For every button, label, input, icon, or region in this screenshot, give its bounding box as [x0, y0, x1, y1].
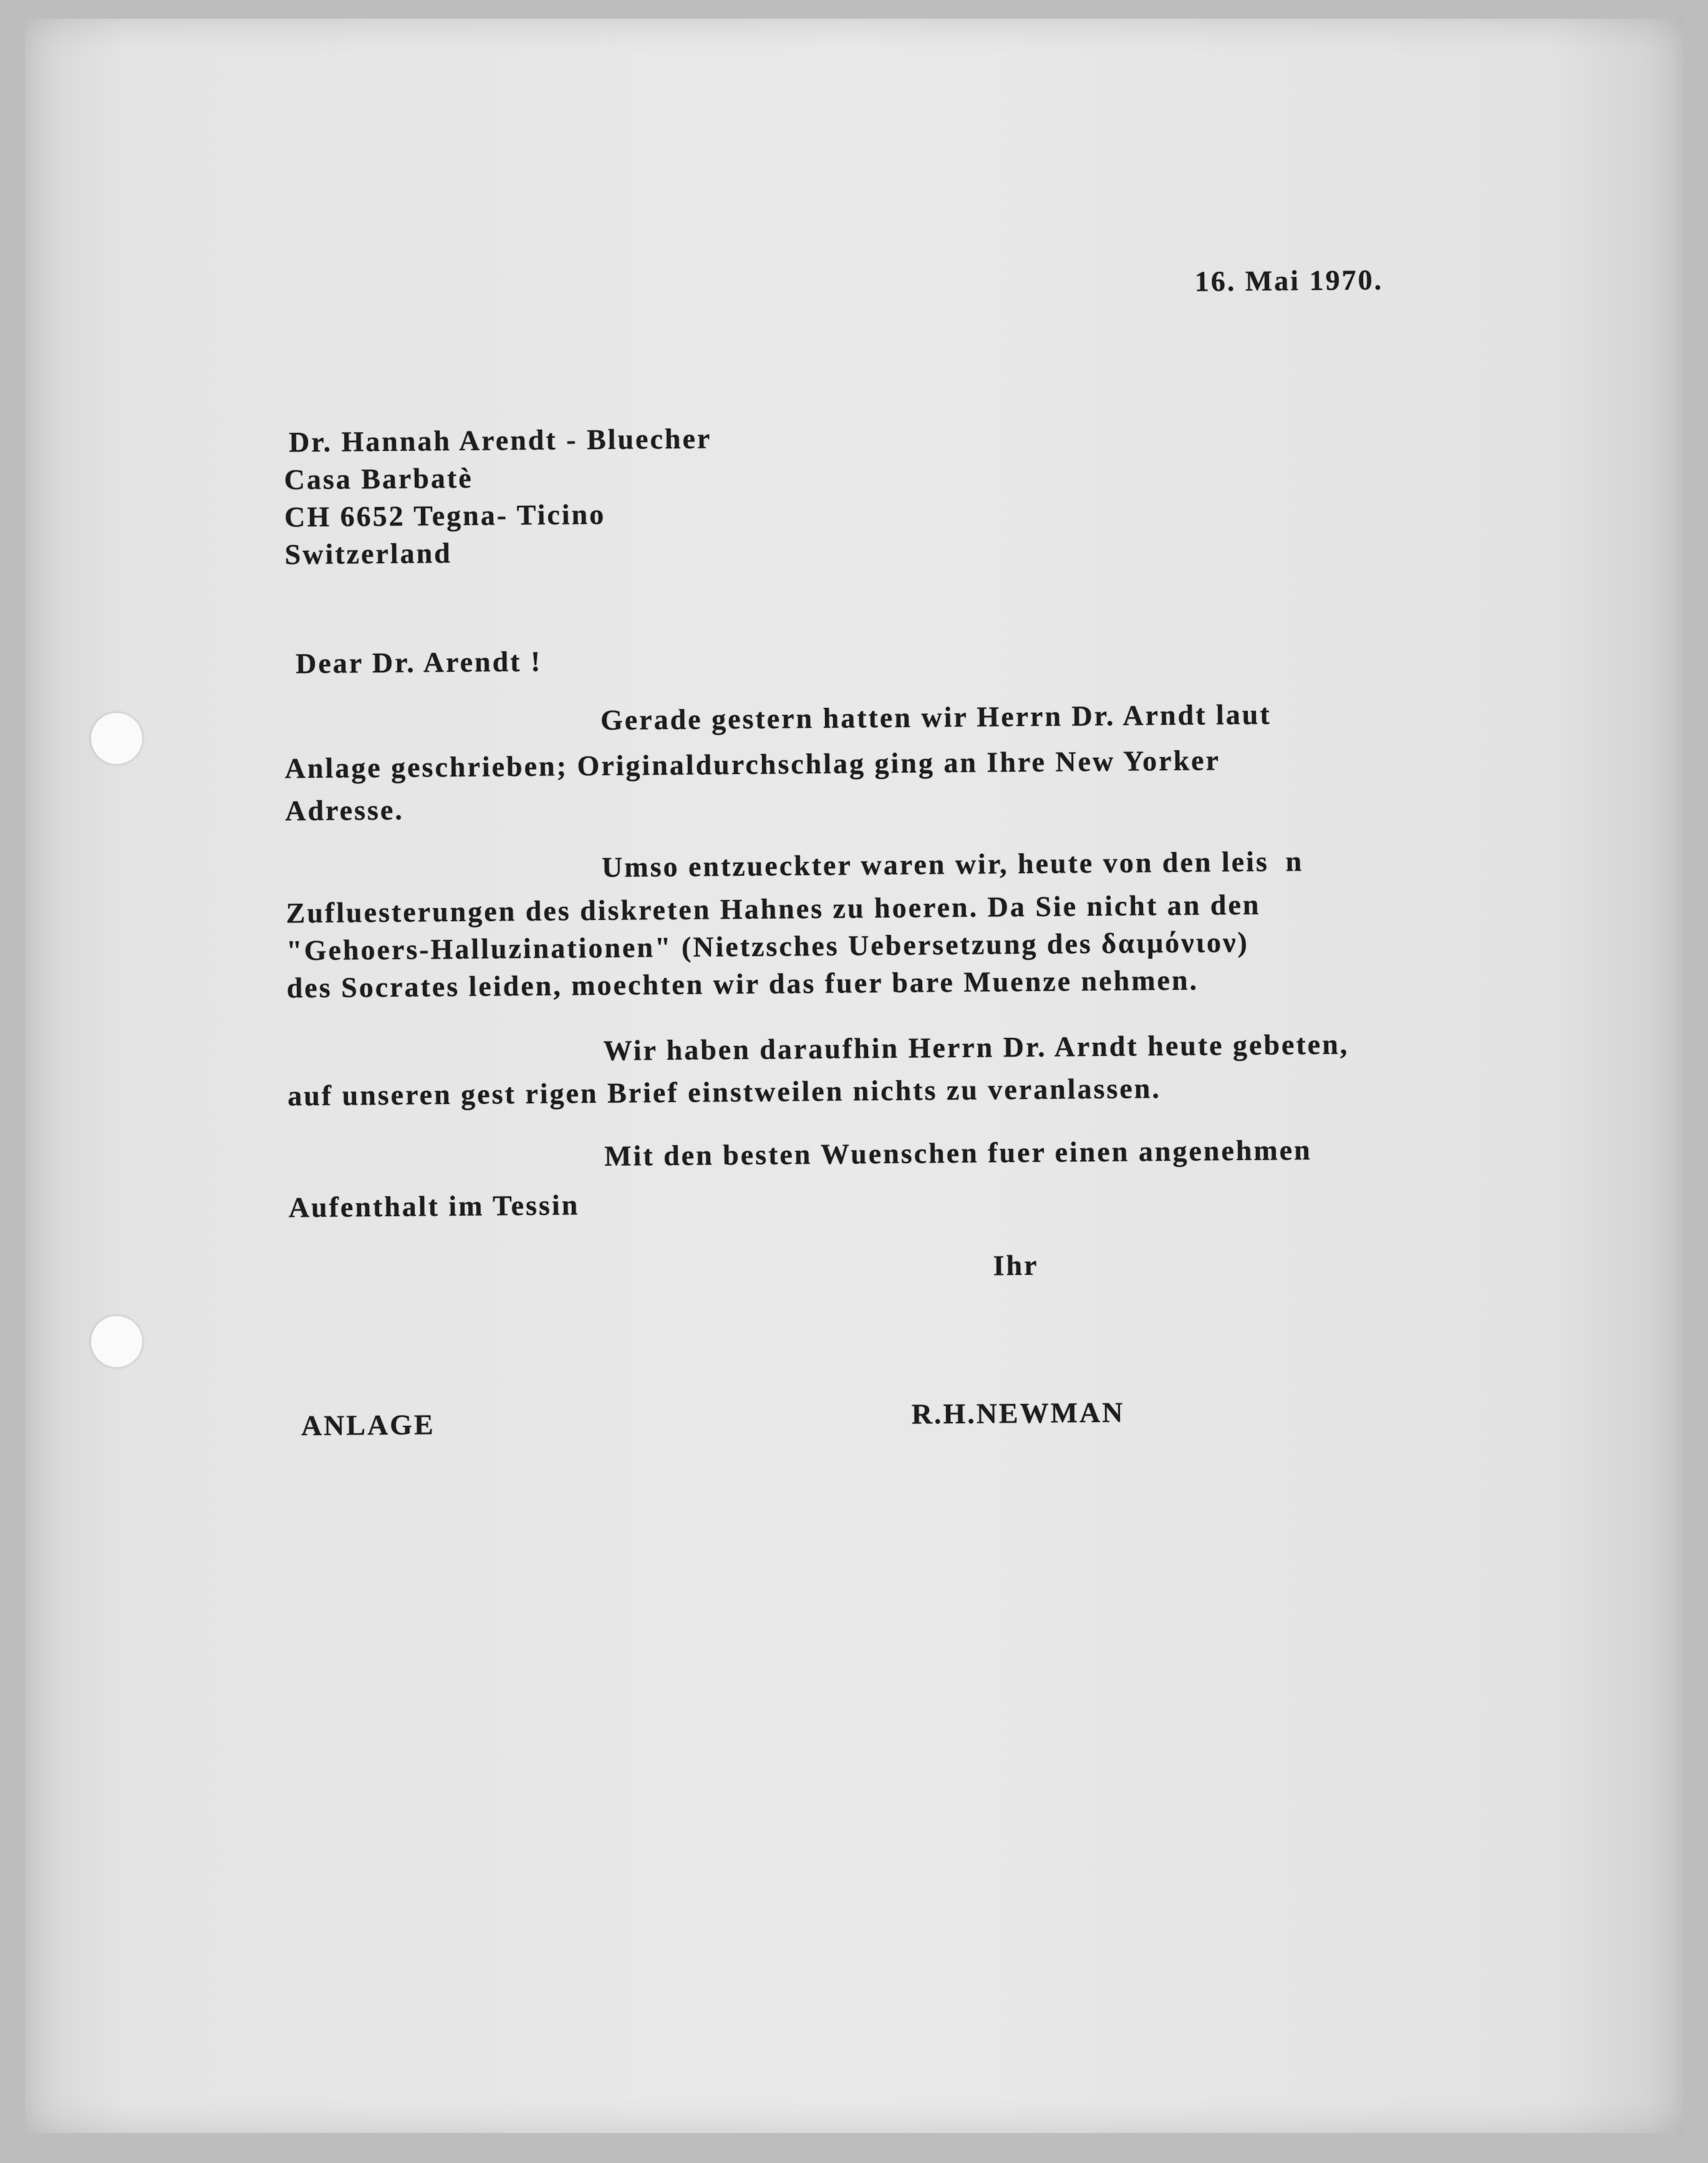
body-line: Mit den besten Wuenschen fuer einen angenehmen	[604, 1134, 1312, 1172]
body-line: auf unseren gest rigen Brief einstweilen nichts zu veranlassen.	[287, 1072, 1162, 1112]
body-line: Adresse.	[284, 793, 404, 827]
body-line: "Gehoers-Halluzinationen" (Nietzsches Uebersetzung des δαιμόνιον)	[286, 926, 1250, 967]
body-line: Wir haben daraufhin Herrn Dr. Arndt heute gebeten,	[603, 1028, 1349, 1067]
signature-name: R.H.NEWMAN	[911, 1396, 1125, 1430]
body-line: Anlage geschrieben; Originaldurchschlag ging an Ihre New Yorker	[284, 744, 1221, 785]
salutation: Dear Dr. Arendt !	[295, 645, 543, 680]
recipient-line: Dr. Hannah Arendt - Bluecher	[288, 422, 712, 458]
body-line: Gerade gestern hatten wir Herrn Dr. Arndt laut	[600, 698, 1271, 736]
body-line: des Socrates leiden, moechten wir das fuer bare Muenze nehmen.	[286, 964, 1199, 1004]
letter-date: 16. Mai 1970.	[1194, 263, 1384, 298]
body-line: Aufenthalt im Tessin	[288, 1189, 580, 1224]
body-line: Zufluesterungen des diskreten Hahnes zu hoeren. Da Sie nicht an den	[286, 888, 1261, 929]
body-line: Umso entzueckter waren wir, heute von den leis n	[601, 845, 1304, 883]
recipient-line: CH 6652 Tegna- Ticino	[284, 498, 606, 533]
enclosure-note: ANLAGE	[301, 1408, 435, 1442]
recipient-line: Switzerland	[284, 536, 452, 571]
closing: Ihr	[993, 1249, 1039, 1282]
recipient-line: Casa Barbatè	[284, 462, 473, 496]
